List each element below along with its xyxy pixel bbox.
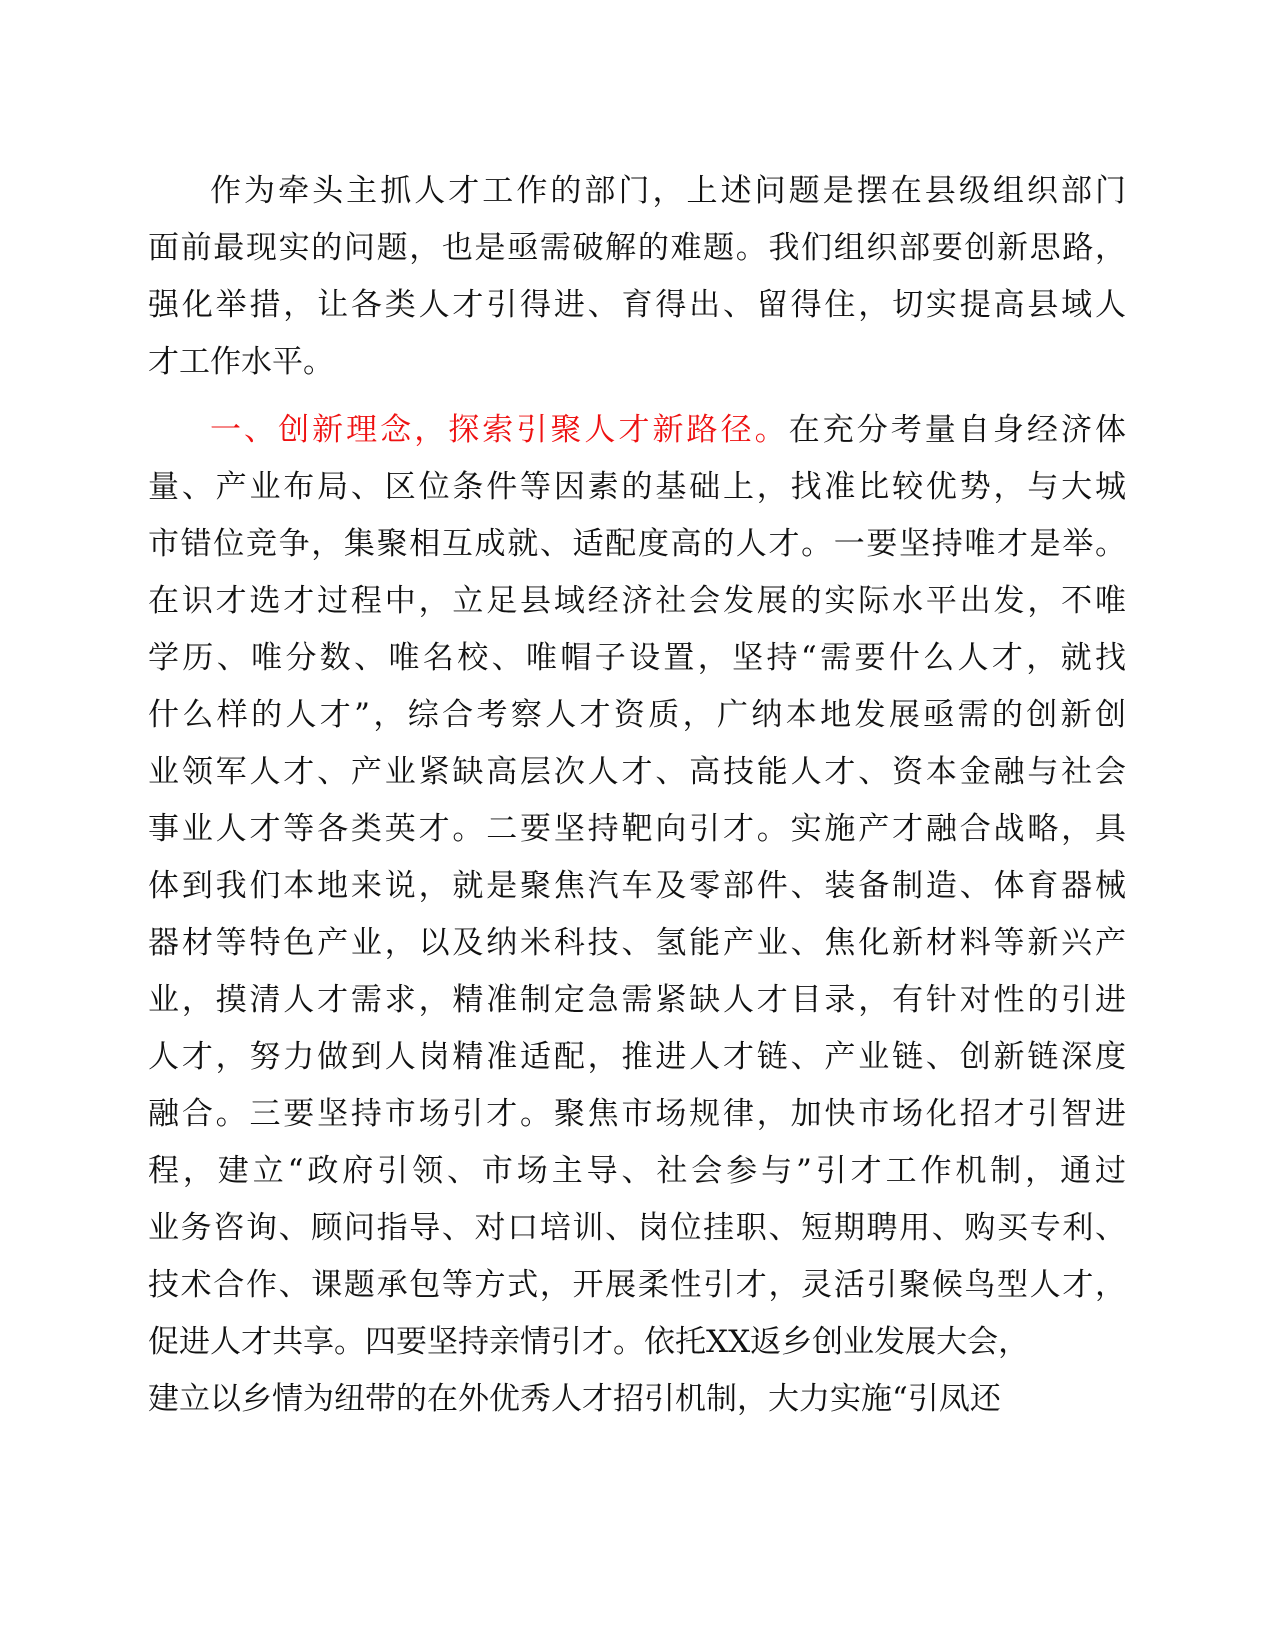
paragraph-1-line: 强化举措，让各类人才引得进、育得出、留得住，切实提高县域人 xyxy=(148,287,1126,323)
paragraph-2-line: 建立以乡情为纽带的在外优秀人才招引机制，大力实施“引凤还 xyxy=(148,1381,1001,1417)
paragraph-2-first-line-text: 在充分考量自身经济体 xyxy=(788,412,1127,448)
paragraph-2-line: 业务咨询、顾问指导、对口培训、岗位挂职、短期聘用、购买专利、 xyxy=(148,1210,1126,1246)
paragraph-2-line: 业，摸清人才需求，精准制定急需紧缺人才目录，有针对性的引进 xyxy=(148,982,1126,1018)
paragraph-2-line: 量、产业布局、区位条件等因素的基础上，找准比较优势，与大城 xyxy=(148,469,1126,505)
paragraph-1 xyxy=(148,163,1126,391)
paragraph-2-line: 程，建立“政府引领、市场主导、社会参与”引才工作机制，通过 xyxy=(148,1153,1126,1189)
paragraph-2-line: 促进人才共享。四要坚持亲情引才。依托XX返乡创业发展大会， xyxy=(148,1324,1030,1360)
paragraph-2-line: 技术合作、课题承包等方式，开展柔性引才，灵活引聚候鸟型人才， xyxy=(148,1267,1126,1303)
paragraph-1-line: 面前最现实的问题，也是亟需破解的难题。我们组织部要创新思路， xyxy=(148,230,1126,266)
paragraph-2-line: 器材等特色产业，以及纳米科技、氢能产业、焦化新材料等新兴产 xyxy=(148,925,1126,961)
paragraph-2-line: 事业人才等各类英才。二要坚持靶向引才。实施产才融合战略，具 xyxy=(148,811,1126,847)
paragraph-2-line: 人才，努力做到人岗精准适配，推进人才链、产业链、创新链深度 xyxy=(148,1039,1126,1075)
paragraph-2-line: 什么样的人才”，综合考察人才资质，广纳本地发展亟需的创新创 xyxy=(148,697,1126,733)
paragraph-1-line: 才工作水平。 xyxy=(148,344,334,380)
paragraph-2-line: 学历、唯分数、唯名校、唯帽子设置，坚持“需要什么人才，就找 xyxy=(148,640,1126,676)
paragraph-2-first-line xyxy=(148,402,1126,459)
paragraph-2-line: 业领军人才、产业紧缺高层次人才、高技能人才、资本金融与社会 xyxy=(148,754,1126,790)
paragraph-2 xyxy=(148,402,1126,1428)
paragraph-1-line: 作为牵头主抓人才工作的部门，上述问题是摆在县级组织部门 xyxy=(210,173,1126,209)
paragraph-2-line: 在识才选才过程中，立足县域经济社会发展的实际水平出发，不唯 xyxy=(148,583,1126,619)
paragraph-2-line: 融合。三要坚持市场引才。聚焦市场规律，加快市场化招才引智进 xyxy=(148,1096,1126,1132)
paragraph-2-line: 市错位竞争，集聚相互成就、适配度高的人才。一要坚持唯才是举。 xyxy=(148,526,1126,562)
section-heading: 一、创新理念，探索引聚人才新路径。 xyxy=(210,412,789,448)
paragraph-2-line: 体到我们本地来说，就是聚焦汽车及零部件、装备制造、体育器械 xyxy=(148,868,1126,904)
